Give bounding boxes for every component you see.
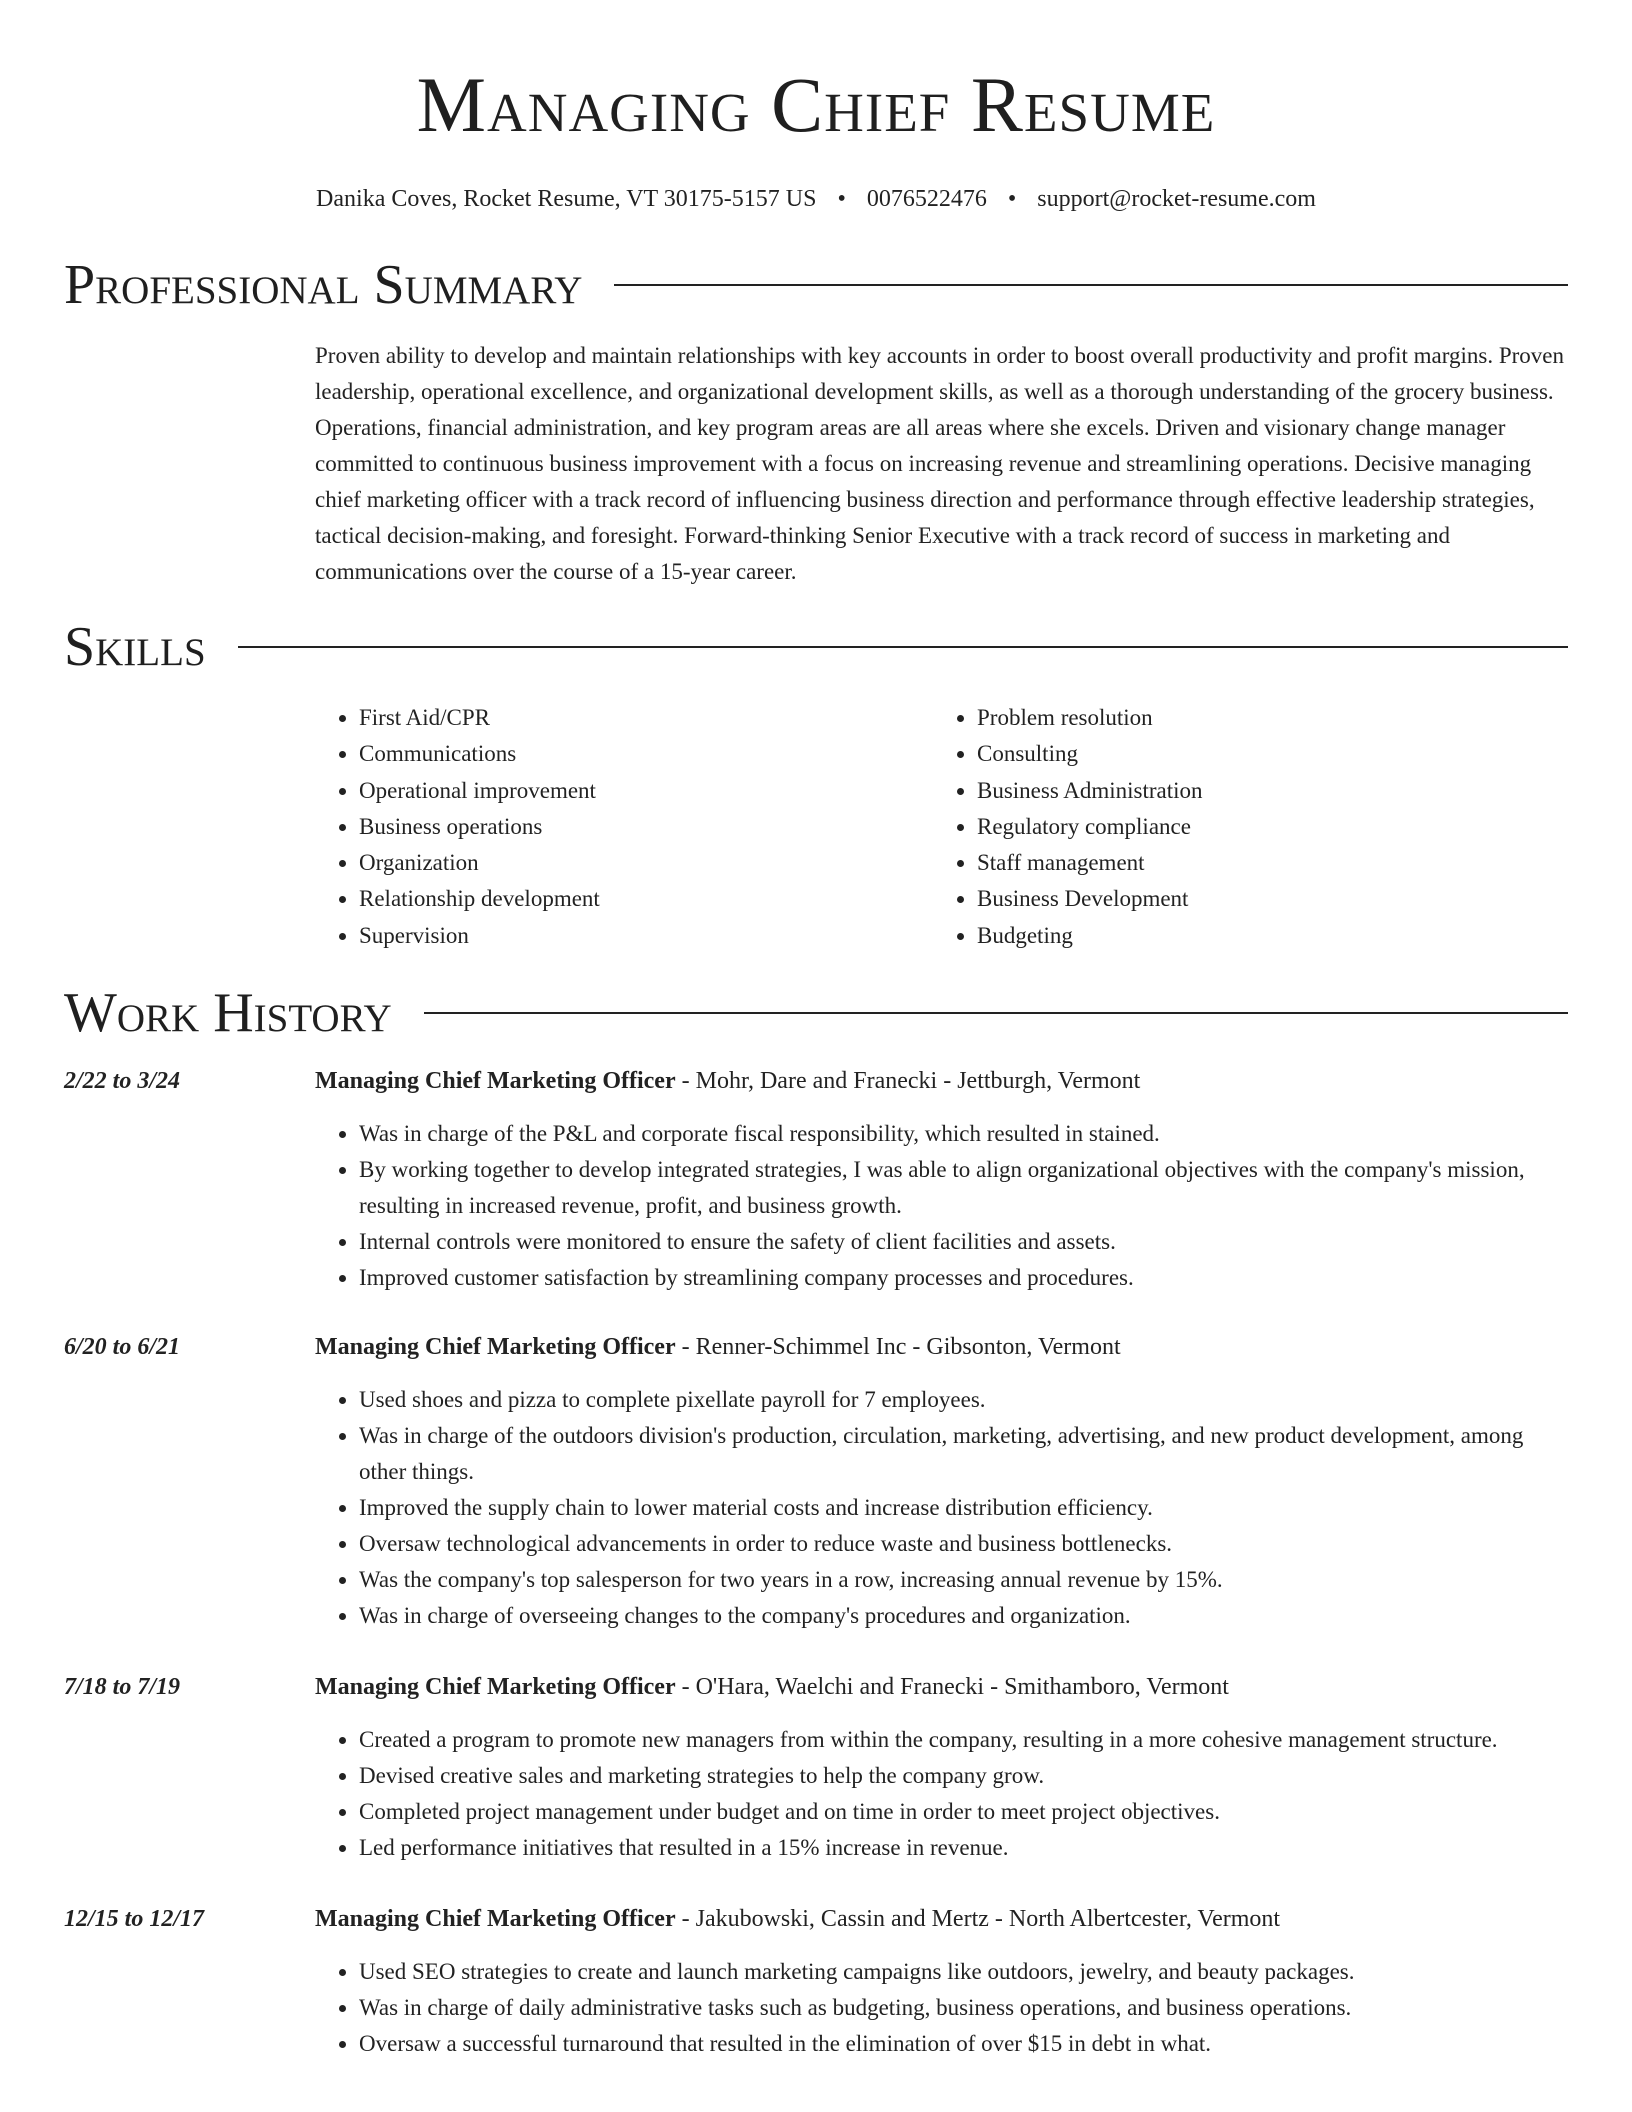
job-header	[315, 1330, 1568, 1364]
job-entry	[64, 1330, 1568, 1634]
job-bullet: • Improved customer satisfaction by streamlining company processes and procedures.	[359, 1260, 1568, 1296]
job-bullet: • Was in charge of the outdoors division's production, circulation, marketing, advertising, and new product development, among other things.	[359, 1418, 1568, 1490]
job-dates: 2/22 to 3/24	[64, 1068, 181, 1095]
summary-heading: Professional Summary	[64, 254, 583, 316]
job-body	[315, 1902, 1568, 2062]
skill-item: • Staff management	[977, 845, 1551, 881]
contact-phone: 0076522476	[866, 186, 987, 212]
job-body	[315, 1064, 1568, 1296]
job-company-location: - Renner-Schimmel Inc - Gibsonton, Vermont	[675, 1334, 1121, 1361]
skill-item: • Supervision	[359, 918, 933, 954]
skill-item: • First Aid/CPR	[359, 700, 933, 736]
job-role: Managing Chief Marketing Officer	[315, 1906, 676, 1933]
resume-title: Managing Chief Resume	[416, 61, 1216, 148]
job-header	[315, 1670, 1568, 1704]
job-bullet: • Led performance initiatives that resulted in a 15% increase in revenue.	[359, 1830, 1568, 1866]
skills-column-right	[933, 700, 1551, 954]
job-body	[315, 1330, 1568, 1634]
job-bullet: • Oversaw technological advancements in order to reduce waste and business bottlenecks.	[359, 1526, 1568, 1562]
skill-item: • Problem resolution	[977, 700, 1551, 736]
skill-item: • Relationship development	[359, 881, 933, 917]
skill-item: • Operational improvement	[359, 773, 933, 809]
job-bullet: • Completed project management under budget and on time in order to meet project objectives.	[359, 1794, 1568, 1830]
job-bullets	[315, 1382, 1568, 1634]
job-body	[315, 1670, 1568, 1866]
skills-heading: Skills	[64, 616, 206, 678]
work-section-header	[64, 982, 1568, 1044]
job-company-location: - Jakubowski, Cassin and Mertz - North Albertcester, Vermont	[675, 1906, 1281, 1933]
job-bullet: • Used SEO strategies to create and launch marketing campaigns like outdoors, jewelry, and beauty packages.	[359, 1954, 1568, 1990]
skills-list	[315, 700, 1568, 954]
job-bullet: • Was in charge of overseeing changes to the company's procedures and organization.	[359, 1598, 1568, 1634]
skill-item: • Business Development	[977, 881, 1551, 917]
job-role: Managing Chief Marketing Officer	[315, 1674, 676, 1701]
job-entry	[64, 1902, 1568, 2062]
job-bullet: • Was in charge of daily administrative tasks such as budgeting, business operations, and business operations.	[359, 1990, 1568, 2026]
resume-page	[64, 0, 1568, 2062]
skill-item: • Regulatory compliance	[977, 809, 1551, 845]
contact-email: support@rocket-resume.com	[1037, 186, 1316, 212]
job-dates: 12/15 to 12/17	[64, 1906, 205, 1933]
job-bullet: • By working together to develop integrated strategies, I was able to align organizational objectives with the company's mission, resulting in increased revenue, profit, and business growth.	[359, 1152, 1568, 1224]
job-bullet: • Was the company's top salesperson for two years in a row, increasing annual revenue by 15%.	[359, 1562, 1568, 1598]
job-role: Managing Chief Marketing Officer	[315, 1334, 676, 1361]
job-bullets	[315, 1954, 1568, 2062]
contact-separator: •	[837, 186, 846, 212]
skills-section-header	[64, 616, 1568, 678]
job-bullet: • Oversaw a successful turnaround that resulted in the elimination of over $15 in debt in what.	[359, 2026, 1568, 2062]
skill-item: • Organization	[359, 845, 933, 881]
job-bullet: • Was in charge of the P&L and corporate fiscal responsibility, which resulted in stained.	[359, 1116, 1568, 1152]
job-dates: 7/18 to 7/19	[64, 1674, 181, 1701]
contact-separator: •	[1007, 186, 1017, 212]
job-bullet: • Created a program to promote new managers from within the company, resulting in a more cohesive management structure.	[359, 1722, 1568, 1758]
skill-item: • Consulting	[977, 736, 1551, 772]
skill-item: • Budgeting	[977, 918, 1551, 954]
skill-item: • Business Administration	[977, 773, 1551, 809]
job-role: Managing Chief Marketing Officer	[315, 1068, 676, 1095]
section-divider	[424, 1012, 1568, 1014]
job-company-location: - O'Hara, Waelchi and Franecki - Smithamboro, Vermont	[675, 1674, 1229, 1701]
section-divider	[614, 284, 1568, 286]
skills-column-left	[315, 700, 933, 954]
job-bullet: • Devised creative sales and marketing strategies to help the company grow.	[359, 1758, 1568, 1794]
job-bullet: • Improved the supply chain to lower material costs and increase distribution efficiency.	[359, 1490, 1568, 1526]
skill-item: • Business operations	[359, 809, 933, 845]
work-heading: Work History	[64, 982, 392, 1045]
job-entry	[64, 1064, 1568, 1296]
job-header	[315, 1064, 1568, 1098]
contact-line	[64, 184, 1568, 214]
job-bullet: • Used shoes and pizza to complete pixellate payroll for 7 employees.	[359, 1382, 1568, 1418]
summary-section-header	[64, 254, 1568, 316]
job-header	[315, 1902, 1568, 1936]
job-bullets	[315, 1116, 1568, 1296]
job-bullets	[315, 1722, 1568, 1866]
section-divider	[238, 646, 1568, 648]
contact-address: Danika Coves, Rocket Resume, VT 30175-5157 US	[316, 186, 817, 212]
summary-text: Proven ability to develop and maintain relationships with key accounts in order to boost overall productivity and profit margins. Proven leadership, operational excellence, and organizational development skills, as well as a thorough understanding of the grocery business. Operations, financial administration, and key program areas are all areas where she excels. Driven and visionary change manager committed to continuous business improvement with a focus on increasing revenue and streamlining operations. Decisive managing chief marketing officer with a track record of influencing business direction and performance through effective leadership strategies, tactical decision-making, and foresight. Forward-thinking Senior Executive with a track record of success in marketing and communications over the course of a 15-year career.	[315, 343, 1564, 584]
job-bullet: • Internal controls were monitored to ensure the safety of client facilities and assets.	[359, 1224, 1568, 1260]
job-entry	[64, 1670, 1568, 1866]
work-history-list	[64, 1064, 1568, 2062]
job-company-location: - Mohr, Dare and Franecki - Jettburgh, Vermont	[675, 1068, 1141, 1095]
skill-item: • Communications	[359, 736, 933, 772]
job-dates: 6/20 to 6/21	[64, 1334, 181, 1361]
